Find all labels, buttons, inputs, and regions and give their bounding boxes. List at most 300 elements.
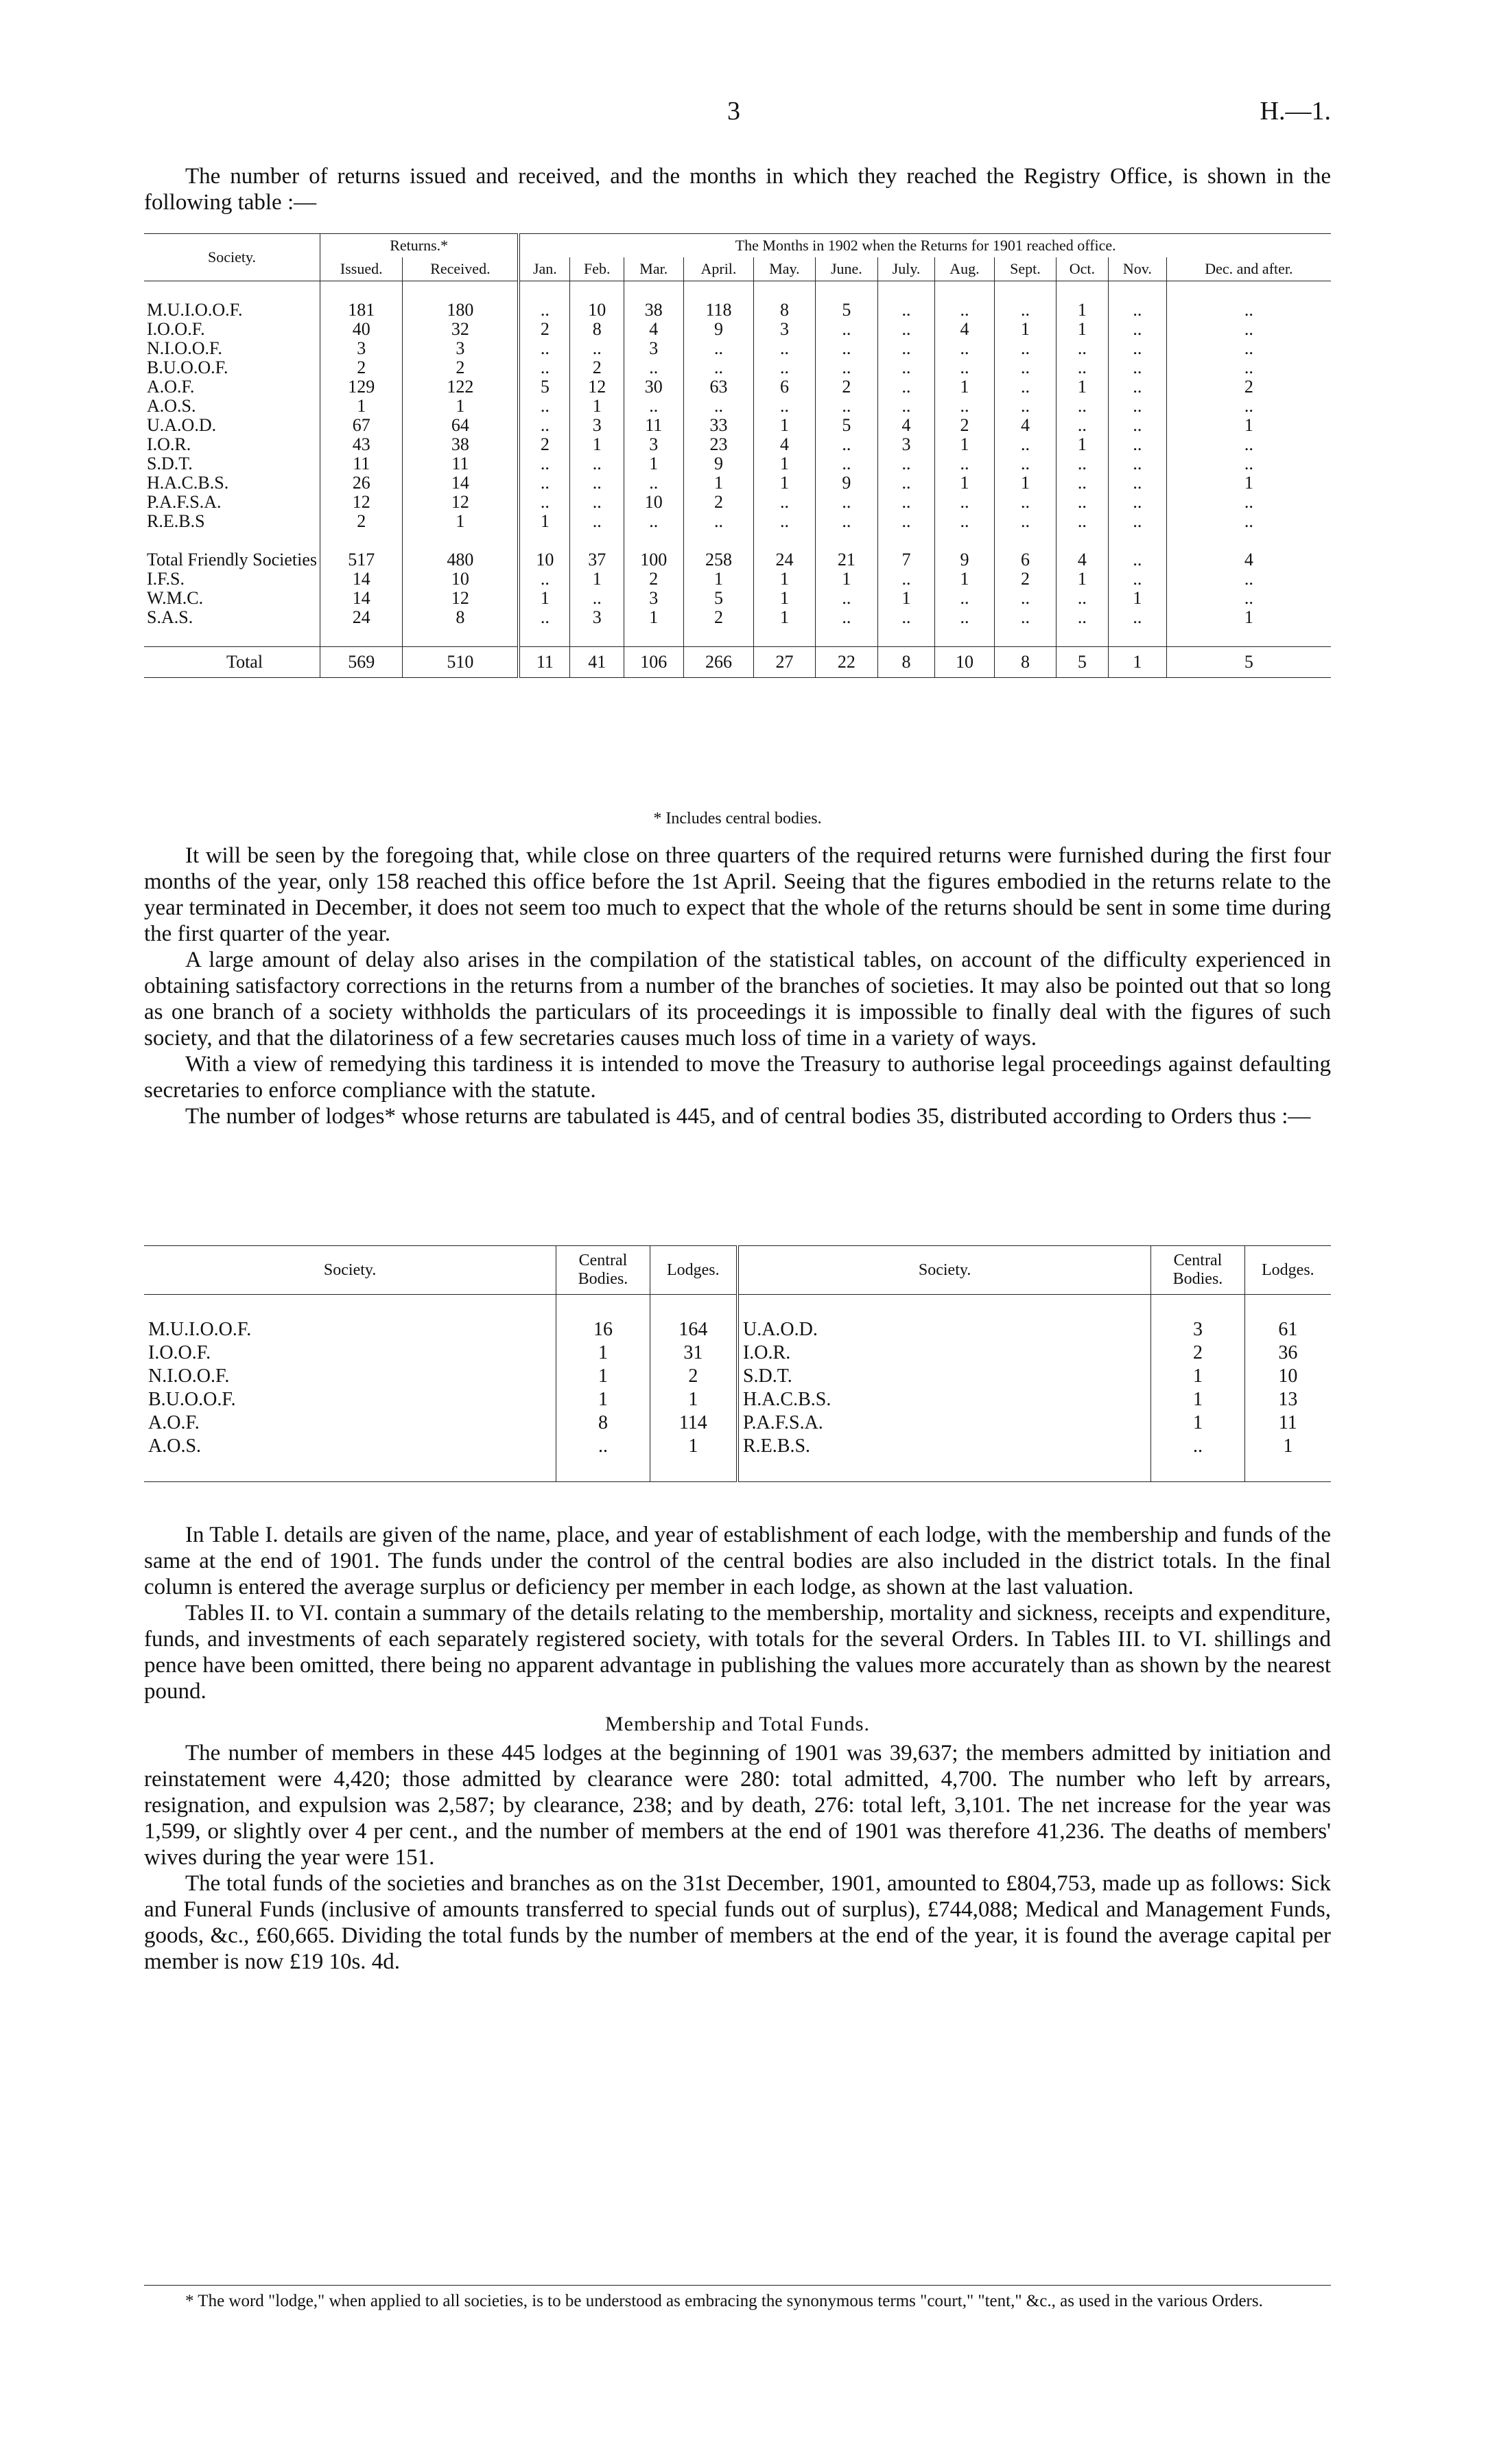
cell-value: .. bbox=[570, 493, 624, 512]
cell-value: 33 bbox=[683, 416, 754, 435]
cell-value: 7 bbox=[878, 550, 935, 570]
society-name: H.A.C.B.S. bbox=[147, 473, 229, 493]
cell-value: 11 bbox=[320, 454, 403, 473]
lodges-value: 2 bbox=[650, 1365, 737, 1388]
cell-value: .. bbox=[1166, 454, 1331, 473]
cell-value: .. bbox=[570, 589, 624, 608]
paragraph: In Table I. details are given of the name, place, and year of establishment of each lodge, with the membership and funds of the same at the end of 1901. The funds under the control of the central bodies are also included in the district totals. In the final column is entered the average surplus or deficiency per member in each lodge, as shown at the last valuation. bbox=[144, 1523, 1331, 1599]
cell-value: 6 bbox=[754, 377, 815, 397]
cell-value: .. bbox=[754, 339, 815, 358]
central-bodies-value: .. bbox=[1151, 1435, 1244, 1458]
cell-value: 30 bbox=[624, 377, 683, 397]
cell-value: 14 bbox=[320, 570, 403, 589]
cell-value: .. bbox=[995, 493, 1057, 512]
cell-value: 63 bbox=[683, 377, 754, 397]
table-row bbox=[144, 339, 1331, 358]
cell-value: 1 bbox=[754, 570, 815, 589]
central-bodies-value: 1 bbox=[1151, 1365, 1244, 1388]
society-name: S.D.T. bbox=[737, 1365, 1151, 1388]
society-name: M.U.I.O.O.F. bbox=[147, 300, 243, 320]
cell-value: 3 bbox=[570, 608, 624, 627]
total-value: 8 bbox=[878, 647, 935, 678]
body-section-1 bbox=[144, 843, 1331, 1129]
cell-value: .. bbox=[1166, 589, 1331, 608]
cell-value: .. bbox=[570, 454, 624, 473]
column-header: May. bbox=[754, 257, 815, 281]
cell-value: .. bbox=[934, 589, 994, 608]
central-bodies-value: 8 bbox=[556, 1411, 650, 1435]
cell-value: 1 bbox=[1056, 435, 1108, 454]
cell-value: 4 bbox=[624, 320, 683, 339]
society-name: B.U.O.O.F. bbox=[147, 357, 228, 377]
cell-value: .. bbox=[1166, 339, 1331, 358]
cell-value: .. bbox=[934, 397, 994, 416]
cell-value: 5 bbox=[815, 416, 878, 435]
page-footnote bbox=[144, 2285, 1331, 2312]
cell-value: .. bbox=[1166, 512, 1331, 531]
society-name: S.D.T. bbox=[147, 454, 193, 473]
cell-value: .. bbox=[934, 339, 994, 358]
column-header: Nov. bbox=[1109, 257, 1167, 281]
column-header: June. bbox=[815, 257, 878, 281]
cell-value: 480 bbox=[403, 550, 519, 570]
cell-value: 1 bbox=[570, 570, 624, 589]
cell-value: 1 bbox=[570, 397, 624, 416]
cell-value: .. bbox=[1166, 301, 1331, 320]
cell-value: 3 bbox=[624, 339, 683, 358]
cell-value: 4 bbox=[995, 416, 1057, 435]
central-bodies-value: 1 bbox=[556, 1341, 650, 1365]
cell-value: 2 bbox=[683, 493, 754, 512]
cell-value: 3 bbox=[624, 435, 683, 454]
cell-value: 2 bbox=[995, 570, 1057, 589]
cell-value: .. bbox=[815, 589, 878, 608]
cell-value: 2 bbox=[815, 377, 878, 397]
table-row bbox=[144, 435, 1331, 454]
cell-value: 1 bbox=[519, 512, 570, 531]
cell-value: 64 bbox=[403, 416, 519, 435]
cell-value: .. bbox=[878, 512, 935, 531]
cell-value: 1 bbox=[815, 570, 878, 589]
society-name: A.O.S. bbox=[147, 396, 196, 416]
society-name: A.O.F. bbox=[148, 1412, 200, 1433]
total-value: 10 bbox=[934, 647, 994, 678]
paragraph: A large amount of delay also arises in the compilation of the statistical tables, on account of the difficulty experienced in obtaining satisfactory corrections in the returns from a number of the branches of societies. It may also be pointed out that so long as one branch of a society withholds the particulars of its proceedings it is impossible to finally deal with the figures of such society, and that the dilatoriness of a few secretaries causes much loss of time in a variety of ways. bbox=[144, 948, 1331, 1051]
cell-value: 2 bbox=[570, 358, 624, 377]
cell-value: 4 bbox=[754, 435, 815, 454]
cell-value: 4 bbox=[1166, 550, 1331, 570]
cell-value: 10 bbox=[624, 493, 683, 512]
total-value: 5 bbox=[1056, 647, 1108, 678]
cell-value: 4 bbox=[878, 416, 935, 435]
cell-value: .. bbox=[878, 608, 935, 627]
cell-value: .. bbox=[995, 512, 1057, 531]
cell-value: 181 bbox=[320, 301, 403, 320]
cell-value: 40 bbox=[320, 320, 403, 339]
lodges-value: 1 bbox=[1244, 1435, 1331, 1458]
column-header: Mar. bbox=[624, 257, 683, 281]
cell-value: 517 bbox=[320, 550, 403, 570]
cell-value: .. bbox=[1109, 377, 1167, 397]
page-header bbox=[144, 96, 1331, 130]
cell-value: .. bbox=[570, 473, 624, 493]
column-header: Sept. bbox=[995, 257, 1057, 281]
cell-value: 9 bbox=[683, 454, 754, 473]
society-name: N.I.O.O.F. bbox=[148, 1365, 230, 1387]
cell-value: 1 bbox=[934, 473, 994, 493]
cell-value: .. bbox=[519, 339, 570, 358]
cell-value: .. bbox=[815, 608, 878, 627]
cell-value: 3 bbox=[403, 339, 519, 358]
lodges-value: 164 bbox=[650, 1318, 737, 1341]
cell-value: 2 bbox=[519, 320, 570, 339]
cell-value: 1 bbox=[320, 397, 403, 416]
lodges-value: 61 bbox=[1244, 1318, 1331, 1341]
society-name: M.U.I.O.O.F. bbox=[148, 1319, 252, 1340]
table-row bbox=[144, 358, 1331, 377]
cell-value: .. bbox=[754, 397, 815, 416]
cell-value: .. bbox=[878, 339, 935, 358]
cell-value: 258 bbox=[683, 550, 754, 570]
cell-value: .. bbox=[1056, 358, 1108, 377]
cell-value: 1 bbox=[1056, 301, 1108, 320]
lodges-header: Lodges. bbox=[1244, 1246, 1331, 1295]
cell-value: .. bbox=[683, 358, 754, 377]
table-row bbox=[144, 570, 1331, 589]
cell-value: .. bbox=[1109, 550, 1167, 570]
column-header: Dec. and after. bbox=[1166, 257, 1331, 281]
paragraph: The number of members in these 445 lodges at the beginning of 1901 was 39,637; the members admitted by initiation and reinstatement were 4,420; those admitted by clearance were 280: total admitted, 4,700. The number who left by arrears, resignation, and expulsion was 2,587; by clearance, 238; and by death, 276: total left, 3,101. The net increase for the year was 1,599, or slightly over 4 per cent., and the number of members at the end of 1901 was therefore 41,236. The deaths of members' wives during the year were 151. bbox=[144, 1741, 1331, 1870]
cell-value: 11 bbox=[624, 416, 683, 435]
cell-value: 1 bbox=[934, 435, 994, 454]
cell-value: 2 bbox=[624, 570, 683, 589]
cell-value: .. bbox=[519, 608, 570, 627]
cell-value: 3 bbox=[320, 339, 403, 358]
cell-value: 1 bbox=[934, 570, 994, 589]
cell-value: .. bbox=[878, 493, 935, 512]
central-bodies-value: 1 bbox=[1151, 1388, 1244, 1411]
central-bodies-value: 1 bbox=[556, 1365, 650, 1388]
cell-value: 1 bbox=[683, 570, 754, 589]
society-name: B.U.O.O.F. bbox=[148, 1389, 236, 1410]
total-value: 266 bbox=[683, 647, 754, 678]
cell-value: 6 bbox=[995, 550, 1057, 570]
cell-value: 1 bbox=[624, 454, 683, 473]
table-row bbox=[144, 454, 1331, 473]
central-bodies-value: 1 bbox=[556, 1388, 650, 1411]
total-value: 8 bbox=[995, 647, 1057, 678]
lodges-value: 1 bbox=[650, 1388, 737, 1411]
lodges-value: 114 bbox=[650, 1411, 737, 1435]
cell-value: 38 bbox=[403, 435, 519, 454]
cell-value: .. bbox=[1109, 454, 1167, 473]
society-name: U.A.O.D. bbox=[147, 415, 217, 435]
society-name: I.O.R. bbox=[147, 434, 191, 454]
cell-value: 14 bbox=[403, 473, 519, 493]
column-header: Aug. bbox=[934, 257, 994, 281]
cell-value: .. bbox=[624, 397, 683, 416]
cell-value: 14 bbox=[320, 589, 403, 608]
column-header: April. bbox=[683, 257, 754, 281]
cell-value: .. bbox=[878, 320, 935, 339]
table-row bbox=[144, 1388, 1331, 1411]
total-value: 11 bbox=[519, 647, 570, 678]
cell-value: 9 bbox=[683, 320, 754, 339]
cell-value: 180 bbox=[403, 301, 519, 320]
society-name: W.M.C. bbox=[147, 588, 204, 608]
table-row bbox=[144, 1341, 1331, 1365]
cell-value: .. bbox=[1109, 435, 1167, 454]
cell-value: 26 bbox=[320, 473, 403, 493]
paragraph: The number of lodges* whose returns are tabulated is 445, and of central bodies 35, distributed according to Orders thus :— bbox=[185, 1104, 1311, 1129]
cell-value: .. bbox=[1109, 397, 1167, 416]
table-row bbox=[144, 493, 1331, 512]
society-header: Society. bbox=[207, 248, 257, 266]
paragraph: Tables II. to VI. contain a summary of the details relating to the membership, mortality and sickness, receipts and expenditure, funds, and investments of each separately registered society, with totals for the several Orders. In Tables III. to VI. shillings and pence have been omitted, there being no apparent advantage in publishing the values more accurately than as shown by the nearest pound. bbox=[144, 1601, 1331, 1704]
lodges-header: Lodges. bbox=[650, 1246, 737, 1295]
cell-value: .. bbox=[1109, 473, 1167, 493]
cell-value: .. bbox=[995, 454, 1057, 473]
cell-value: .. bbox=[815, 320, 878, 339]
society-name: H.A.C.B.S. bbox=[737, 1388, 1151, 1411]
total-value: 27 bbox=[754, 647, 815, 678]
cell-value: .. bbox=[934, 454, 994, 473]
cell-value: 43 bbox=[320, 435, 403, 454]
cell-value: .. bbox=[815, 435, 878, 454]
cell-value: .. bbox=[815, 512, 878, 531]
society-name: P.A.F.S.A. bbox=[737, 1411, 1151, 1435]
cell-value: .. bbox=[878, 473, 935, 493]
total-row bbox=[144, 647, 1331, 678]
cell-value: 1 bbox=[1166, 473, 1331, 493]
cell-value: 67 bbox=[320, 416, 403, 435]
cell-value: .. bbox=[995, 608, 1057, 627]
cell-value: .. bbox=[754, 358, 815, 377]
body-section-2 bbox=[144, 1522, 1331, 1975]
central-bodies-header: Central Bodies. bbox=[1151, 1246, 1244, 1295]
cell-value: 21 bbox=[815, 550, 878, 570]
central-bodies-header: Central Bodies. bbox=[556, 1246, 650, 1295]
cell-value: 24 bbox=[754, 550, 815, 570]
cell-value: 1 bbox=[403, 512, 519, 531]
cell-value: 2 bbox=[320, 358, 403, 377]
society-name: Total Friendly Societies bbox=[147, 550, 318, 570]
central-bodies-value: 16 bbox=[556, 1318, 650, 1341]
cell-value: 3 bbox=[570, 416, 624, 435]
returns-header: Returns.* bbox=[320, 234, 519, 258]
cell-value: .. bbox=[519, 397, 570, 416]
document-code: H.—1. bbox=[1260, 97, 1331, 126]
central-bodies-value: 3 bbox=[1151, 1318, 1244, 1341]
cell-value: 5 bbox=[519, 377, 570, 397]
society-name: S.A.S. bbox=[147, 607, 193, 627]
cell-value: .. bbox=[878, 377, 935, 397]
cell-value: .. bbox=[815, 493, 878, 512]
cell-value: 1 bbox=[754, 608, 815, 627]
cell-value: 12 bbox=[403, 493, 519, 512]
cell-value: .. bbox=[1166, 397, 1331, 416]
cell-value: .. bbox=[1109, 416, 1167, 435]
central-bodies-value: 2 bbox=[1151, 1341, 1244, 1365]
cell-value: 2 bbox=[403, 358, 519, 377]
cell-value: .. bbox=[624, 358, 683, 377]
cell-value: .. bbox=[1056, 454, 1108, 473]
cell-value: .. bbox=[1056, 339, 1108, 358]
column-header: Issued. bbox=[320, 257, 403, 281]
central-bodies-value: 1 bbox=[1151, 1411, 1244, 1435]
cell-value: 8 bbox=[570, 320, 624, 339]
cell-value: 3 bbox=[878, 435, 935, 454]
cell-value: .. bbox=[683, 512, 754, 531]
lodges-value: 11 bbox=[1244, 1411, 1331, 1435]
cell-value: 9 bbox=[934, 550, 994, 570]
cell-value: .. bbox=[1166, 570, 1331, 589]
cell-value: 1 bbox=[754, 589, 815, 608]
cell-value: .. bbox=[683, 397, 754, 416]
cell-value: .. bbox=[519, 493, 570, 512]
cell-value: .. bbox=[995, 589, 1057, 608]
cell-value: 2 bbox=[320, 512, 403, 531]
cell-value: 2 bbox=[934, 416, 994, 435]
cell-value: .. bbox=[878, 358, 935, 377]
cell-value: .. bbox=[519, 301, 570, 320]
total-label: Total bbox=[226, 652, 263, 672]
table-row bbox=[144, 1435, 1331, 1458]
society-name: P.A.F.S.A. bbox=[147, 492, 222, 512]
cell-value: .. bbox=[934, 358, 994, 377]
column-header: July. bbox=[878, 257, 935, 281]
cell-value: .. bbox=[1109, 512, 1167, 531]
intro-paragraph bbox=[144, 163, 1331, 215]
cell-value: .. bbox=[1056, 397, 1108, 416]
cell-value: 1 bbox=[754, 454, 815, 473]
cell-value: 3 bbox=[754, 320, 815, 339]
lodges-value: 13 bbox=[1244, 1388, 1331, 1411]
total-value: 569 bbox=[320, 647, 403, 678]
total-value: 510 bbox=[403, 647, 519, 678]
cell-value: .. bbox=[624, 512, 683, 531]
cell-value: .. bbox=[878, 454, 935, 473]
cell-value: 3 bbox=[624, 589, 683, 608]
table-row bbox=[144, 320, 1331, 339]
cell-value: .. bbox=[754, 512, 815, 531]
cell-value: 1 bbox=[1056, 570, 1108, 589]
cell-value: .. bbox=[1109, 493, 1167, 512]
cell-value: .. bbox=[1166, 435, 1331, 454]
cell-value: .. bbox=[878, 570, 935, 589]
cell-value: 24 bbox=[320, 608, 403, 627]
lodges-value: 31 bbox=[650, 1341, 737, 1365]
cell-value: .. bbox=[934, 608, 994, 627]
cell-value: .. bbox=[1056, 512, 1108, 531]
society-name: R.E.B.S bbox=[147, 511, 205, 531]
cell-value: 2 bbox=[1166, 377, 1331, 397]
cell-value: .. bbox=[1109, 339, 1167, 358]
cell-value: .. bbox=[995, 397, 1057, 416]
cell-value: .. bbox=[1056, 416, 1108, 435]
table-row bbox=[144, 1365, 1331, 1388]
table-row bbox=[144, 1411, 1331, 1435]
cell-value: .. bbox=[878, 301, 935, 320]
cell-value: 10 bbox=[519, 550, 570, 570]
cell-value: .. bbox=[570, 512, 624, 531]
cell-value: .. bbox=[519, 416, 570, 435]
table-row bbox=[144, 473, 1331, 493]
cell-value: 1 bbox=[995, 473, 1057, 493]
column-header: Received. bbox=[403, 257, 519, 281]
cell-value: .. bbox=[995, 358, 1057, 377]
cell-value: .. bbox=[815, 358, 878, 377]
cell-value: 23 bbox=[683, 435, 754, 454]
cell-value: 32 bbox=[403, 320, 519, 339]
total-value: 5 bbox=[1166, 647, 1331, 678]
total-value: 1 bbox=[1109, 647, 1167, 678]
column-header: Feb. bbox=[570, 257, 624, 281]
cell-value: 129 bbox=[320, 377, 403, 397]
table-row bbox=[144, 416, 1331, 435]
total-value: 22 bbox=[815, 647, 878, 678]
cell-value: 1 bbox=[519, 589, 570, 608]
cell-value: 4 bbox=[934, 320, 994, 339]
table-footnote: * Includes central bodies. bbox=[653, 810, 822, 828]
cell-value: 100 bbox=[624, 550, 683, 570]
cell-value: 2 bbox=[683, 608, 754, 627]
cell-value: .. bbox=[1109, 301, 1167, 320]
cell-value: 12 bbox=[570, 377, 624, 397]
cell-value: 10 bbox=[403, 570, 519, 589]
cell-value: .. bbox=[995, 435, 1057, 454]
cell-value: .. bbox=[995, 301, 1057, 320]
table-row bbox=[144, 608, 1331, 627]
cell-value: .. bbox=[995, 377, 1057, 397]
cell-value: 1 bbox=[754, 416, 815, 435]
paragraph: With a view of remedying this tardiness it is intended to move the Treasury to authorise legal proceedings against defaulting secretaries to enforce compliance with the statute. bbox=[144, 1052, 1331, 1103]
cell-value: .. bbox=[815, 339, 878, 358]
lodges-table bbox=[144, 1245, 1331, 1482]
cell-value: .. bbox=[1166, 358, 1331, 377]
months-header: The Months in 1902 when the Returns for 1901 reached office. bbox=[519, 234, 1331, 258]
cell-value: 38 bbox=[624, 301, 683, 320]
total-value: 41 bbox=[570, 647, 624, 678]
society-name: I.O.R. bbox=[737, 1341, 1151, 1365]
cell-value: .. bbox=[1056, 589, 1108, 608]
cell-value: .. bbox=[1109, 320, 1167, 339]
cell-value: .. bbox=[519, 473, 570, 493]
cell-value: 5 bbox=[683, 589, 754, 608]
table-row bbox=[144, 589, 1331, 608]
cell-value: .. bbox=[519, 358, 570, 377]
lodges-value: 36 bbox=[1244, 1341, 1331, 1365]
intro-text: The number of returns issued and received, and the months in which they reached the Registry Office, is shown in the following table :— bbox=[144, 164, 1331, 215]
cell-value: .. bbox=[1056, 608, 1108, 627]
cell-value: .. bbox=[683, 339, 754, 358]
cell-value: .. bbox=[519, 454, 570, 473]
cell-value: 118 bbox=[683, 301, 754, 320]
society-name: I.F.S. bbox=[147, 569, 185, 589]
paragraph: It will be seen by the foregoing that, while close on three quarters of the required returns were furnished during the first four months of the year, only 158 reached this office before the 1st April. Seeing that the figures embodied in the returns relate to the year terminated in December, it does not seem too much to expect that the whole of the returns should be sent in some time during the first quarter of the year. bbox=[144, 843, 1331, 946]
cell-value: 1 bbox=[1056, 320, 1108, 339]
central-bodies-value: .. bbox=[556, 1435, 650, 1458]
cell-value: 11 bbox=[403, 454, 519, 473]
cell-value: 1 bbox=[570, 435, 624, 454]
lodges-value: 1 bbox=[650, 1435, 737, 1458]
cell-value: 1 bbox=[934, 377, 994, 397]
section-title: Membership and Total Funds. bbox=[605, 1713, 870, 1735]
cell-value: .. bbox=[1166, 493, 1331, 512]
cell-value: .. bbox=[1166, 320, 1331, 339]
cell-value: 5 bbox=[815, 301, 878, 320]
cell-value: .. bbox=[1109, 570, 1167, 589]
